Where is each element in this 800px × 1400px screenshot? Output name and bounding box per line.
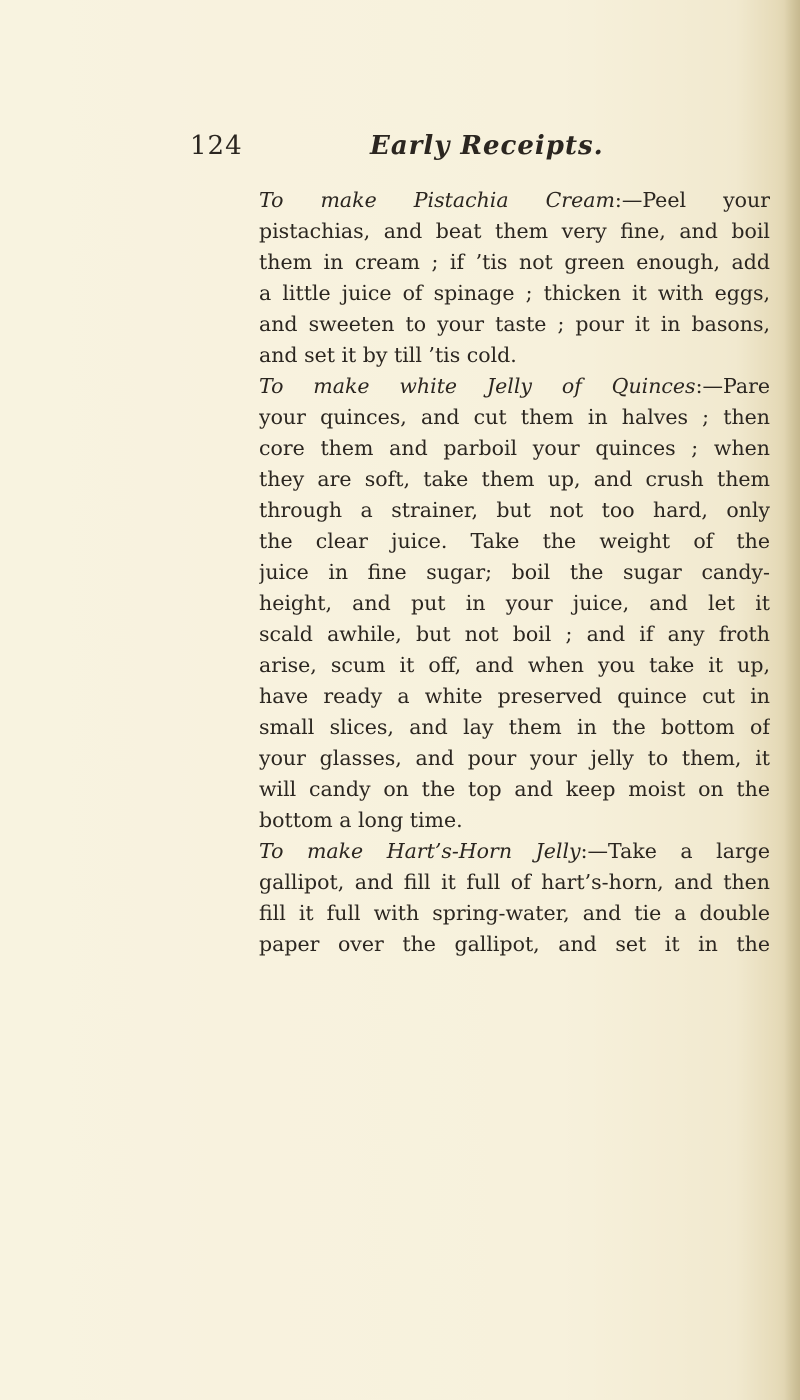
text-line: they are soft, take them up, and crush them [259,467,770,491]
recipe-title: To make Pistachia Cream [259,188,615,212]
body-text [259,185,770,960]
text-line: will candy on the top and keep moist on the [259,777,770,801]
recipe-heading-line [259,371,770,402]
text-line: paper over the gallipot, and set it in the [259,932,770,956]
text-line: juice in fine sugar; boil the sugar candy- [259,560,770,584]
text-line: scald awhile, but not boil ; and if any froth [259,622,770,646]
recipe-title: To make white Jelly of Quinces [259,374,696,398]
text-line: :—Peel your [614,188,770,212]
text-line: arise, scum it off, and when you take it up, [259,653,770,677]
text-line: bottom a long time. [259,808,463,832]
running-title: Early Receipts. [370,131,604,161]
text-line: your quinces, and cut them in halves ; then [259,405,770,429]
text-line: and set it by till ’tis cold. [259,343,517,367]
text-line: pistachias, and beat them very fine, and boil [259,219,770,243]
text-line: :—Pare [695,374,770,398]
text-line: and sweeten to your taste ; pour it in basons, [259,312,770,336]
text-line: the clear juice. Take the weight of the [259,529,770,553]
recipe-heading-line [259,185,770,216]
text-line: :—Take a large [580,839,770,863]
text-line: your glasses, and pour your jelly to them, it [259,746,770,770]
text-line: through a strainer, but not too hard, only [259,498,770,522]
text-line: have ready a white preserved quince cut in [259,684,770,708]
text-line: fill it full with spring-water, and tie a double [259,901,770,925]
page-number: 124 [190,131,243,161]
page-edge-shadow [784,0,800,1400]
text-line: gallipot, and fill it full of hart’s-horn, and then [259,870,770,894]
recipe-heading-line [259,836,770,867]
text-line: small slices, and lay them in the bottom of [259,715,770,739]
text-line: them in cream ; if ’tis not green enough, add [259,250,770,274]
text-line: height, and put in your juice, and let it [259,591,770,615]
recipe-title: To make Hart’s-Horn Jelly [259,839,581,863]
running-head [190,126,610,166]
text-line: a little juice of spinage ; thicken it with eggs, [259,281,770,305]
text-line: core them and parboil your quinces ; when [259,436,770,460]
